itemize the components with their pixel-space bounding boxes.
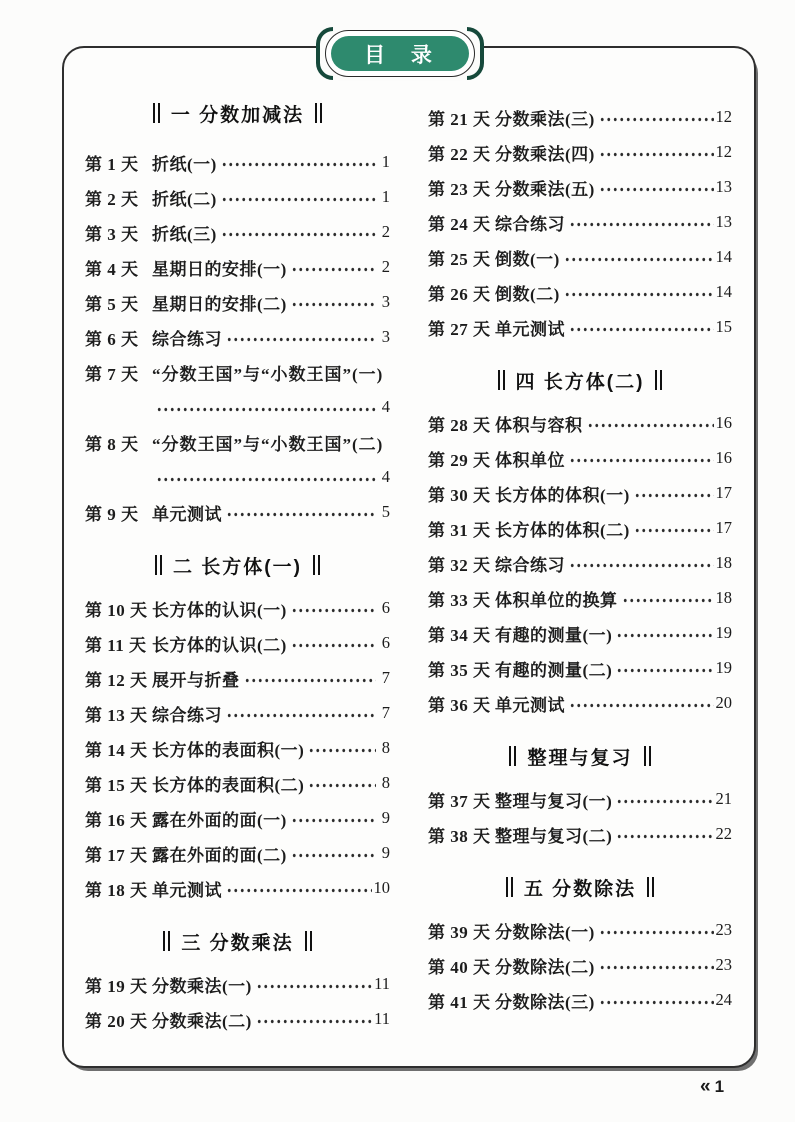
dot-leader bbox=[616, 623, 713, 643]
entry-page-number: 13 bbox=[715, 212, 732, 231]
entry-day-label: 第 17 天 bbox=[85, 845, 148, 865]
entry-title: 单元测试 bbox=[152, 880, 222, 900]
entry-title: 单元测试 bbox=[495, 319, 565, 339]
dot-leader bbox=[599, 142, 714, 162]
toc-entry bbox=[428, 623, 732, 643]
toc-entry bbox=[428, 413, 732, 433]
entry-title: 长方体的认识(二) bbox=[152, 635, 287, 655]
dot-leader bbox=[221, 152, 376, 172]
dot-leader bbox=[156, 467, 376, 487]
dot-leader bbox=[564, 247, 714, 267]
toc-entry bbox=[85, 152, 390, 172]
entry-title: 综合练习 bbox=[495, 555, 565, 575]
entry-day-label: 第 20 天 bbox=[85, 1011, 148, 1031]
entry-page-number: 23 bbox=[715, 955, 732, 974]
double-bar-icon bbox=[644, 746, 651, 766]
entry-title: 有趣的测量(一) bbox=[495, 625, 613, 645]
entry-title: 综合练习 bbox=[152, 705, 222, 725]
entry-day-label: 第 7 天 bbox=[85, 364, 139, 384]
double-bar-icon bbox=[498, 370, 505, 390]
entry-day-label: 第 11 天 bbox=[85, 635, 147, 655]
entry-day-label: 第 8 天 bbox=[85, 434, 139, 454]
entry-day-label: 第 30 天 bbox=[428, 485, 491, 505]
section-heading bbox=[85, 552, 390, 578]
entry-page-number: 21 bbox=[715, 789, 732, 808]
entry-page-number: 7 bbox=[381, 668, 390, 687]
toc-entry bbox=[428, 920, 732, 940]
entry-title: 展开与折叠 bbox=[152, 670, 240, 690]
toc-entry bbox=[85, 327, 390, 347]
entry-page-number: 13 bbox=[715, 177, 732, 196]
dot-leader bbox=[291, 843, 376, 863]
entry-title: 长方体的体积(一) bbox=[495, 485, 630, 505]
entry-title: “分数王国”与“小数王国”(二) bbox=[152, 434, 384, 454]
toc-entry bbox=[85, 1009, 390, 1029]
entry-page-number: 14 bbox=[715, 247, 732, 266]
entry-page-number: 19 bbox=[715, 623, 732, 642]
toc-column bbox=[428, 92, 732, 1025]
entry-page-number: 14 bbox=[715, 282, 732, 301]
entry-title: 折纸(三) bbox=[152, 224, 217, 244]
double-bar-icon bbox=[506, 877, 513, 897]
entry-title: 体积单位 bbox=[495, 450, 565, 470]
entry-day-label: 第 29 天 bbox=[428, 450, 491, 470]
entry-title: 倒数(二) bbox=[495, 284, 560, 304]
section-heading bbox=[428, 743, 732, 769]
entry-day-label: 第 40 天 bbox=[428, 957, 491, 977]
dot-leader bbox=[226, 327, 376, 347]
toc-entry bbox=[85, 808, 390, 828]
section-heading-label: 五 分数除法 bbox=[523, 878, 637, 900]
dot-leader bbox=[616, 789, 713, 809]
dot-leader bbox=[569, 448, 714, 468]
toc-entry bbox=[85, 187, 390, 207]
entry-page-number: 1 bbox=[381, 152, 390, 171]
toc-entry bbox=[428, 553, 732, 573]
entry-title: 综合练习 bbox=[495, 214, 565, 234]
entry-page-number: 12 bbox=[715, 107, 732, 126]
double-bar-icon bbox=[315, 103, 322, 123]
entry-page-number: 5 bbox=[381, 502, 390, 521]
entry-page-number: 9 bbox=[381, 808, 390, 827]
section-heading bbox=[85, 928, 390, 954]
entry-day-label: 第 41 天 bbox=[428, 992, 491, 1012]
double-bar-icon bbox=[647, 877, 654, 897]
entry-title: 星期日的安排(二) bbox=[152, 294, 287, 314]
entry-page-number: 18 bbox=[715, 588, 732, 607]
toc-entry bbox=[428, 107, 732, 127]
entry-day-label: 第 10 天 bbox=[85, 600, 148, 620]
entry-page-number: 8 bbox=[381, 773, 390, 792]
entry-day-label: 第 2 天 bbox=[85, 189, 139, 209]
toc-entry bbox=[428, 824, 732, 844]
dot-leader bbox=[616, 824, 713, 844]
entry-title: 倒数(一) bbox=[495, 249, 560, 269]
entry-page-number: 7 bbox=[381, 703, 390, 722]
entry-page-number: 1 bbox=[381, 187, 390, 206]
entry-page-number: 22 bbox=[715, 824, 732, 843]
entry-title: 综合练习 bbox=[152, 329, 222, 349]
toc-entry bbox=[428, 483, 732, 503]
entry-day-label: 第 4 天 bbox=[85, 259, 139, 279]
section-heading bbox=[428, 367, 732, 393]
entry-day-label: 第 22 天 bbox=[428, 144, 491, 164]
double-bar-icon bbox=[305, 931, 312, 951]
entry-title: 星期日的安排(一) bbox=[152, 259, 287, 279]
entry-day-label: 第 35 天 bbox=[428, 660, 491, 680]
double-bar-icon bbox=[509, 746, 516, 766]
entry-day-label: 第 18 天 bbox=[85, 880, 148, 900]
dot-leader bbox=[587, 413, 714, 433]
entry-day-label: 第 13 天 bbox=[85, 705, 148, 725]
toc-entry bbox=[85, 633, 390, 653]
dot-leader bbox=[291, 633, 376, 653]
toc-entry bbox=[85, 432, 390, 487]
entry-title: 单元测试 bbox=[495, 695, 565, 715]
dot-leader bbox=[308, 738, 376, 758]
entry-title: 分数乘法(五) bbox=[495, 179, 595, 199]
entry-page-number: 8 bbox=[381, 738, 390, 757]
entry-day-label: 第 12 天 bbox=[85, 670, 148, 690]
entry-title: 长方体的认识(一) bbox=[152, 600, 287, 620]
badge-outline bbox=[325, 30, 475, 77]
page-number-footer bbox=[700, 1076, 724, 1098]
dot-leader bbox=[156, 397, 376, 417]
entry-title: 整理与复习(二) bbox=[495, 826, 613, 846]
double-bar-icon bbox=[163, 931, 170, 951]
dot-leader bbox=[291, 257, 376, 277]
toc-entry-page-row bbox=[152, 397, 390, 417]
dot-leader bbox=[569, 693, 714, 713]
toc-entry-title-row bbox=[85, 362, 390, 382]
dot-leader bbox=[226, 878, 372, 898]
section-heading bbox=[428, 874, 732, 900]
dot-leader bbox=[291, 808, 376, 828]
toc-entry bbox=[428, 212, 732, 232]
entry-day-label: 第 6 天 bbox=[85, 329, 139, 349]
entry-page-number: 4 bbox=[381, 397, 390, 416]
toc-entry bbox=[428, 142, 732, 162]
entry-day-label: 第 16 天 bbox=[85, 810, 148, 830]
toc-entry bbox=[85, 773, 390, 793]
entry-day-label: 第 28 天 bbox=[428, 415, 491, 435]
toc-entry bbox=[85, 502, 390, 522]
toc-entry-page-row bbox=[152, 467, 390, 487]
entry-day-label: 第 14 天 bbox=[85, 740, 148, 760]
entry-day-label: 第 31 天 bbox=[428, 520, 491, 540]
entry-day-label: 第 26 天 bbox=[428, 284, 491, 304]
double-bar-icon bbox=[313, 555, 320, 575]
dot-leader bbox=[599, 177, 714, 197]
section-heading-label: 二 长方体(一) bbox=[173, 556, 302, 578]
toc-entry bbox=[428, 518, 732, 538]
entry-title: 体积与容积 bbox=[495, 415, 583, 435]
double-bar-icon bbox=[655, 370, 662, 390]
entry-day-label: 第 24 天 bbox=[428, 214, 491, 234]
toc-column bbox=[85, 92, 390, 1044]
toc-entry bbox=[428, 177, 732, 197]
toc-entry bbox=[85, 668, 390, 688]
double-bar-icon bbox=[155, 555, 162, 575]
dot-leader bbox=[599, 990, 714, 1010]
entry-page-number: 6 bbox=[381, 598, 390, 617]
entry-page-number: 17 bbox=[715, 483, 732, 502]
toc-entry bbox=[85, 878, 390, 898]
entry-day-label: 第 25 天 bbox=[428, 249, 491, 269]
entry-title: 长方体的表面积(一) bbox=[152, 740, 305, 760]
toc-entry bbox=[428, 448, 732, 468]
entry-title: 分数乘法(二) bbox=[152, 1011, 252, 1031]
entry-day-label: 第 21 天 bbox=[428, 109, 491, 129]
entry-page-number: 18 bbox=[715, 553, 732, 572]
section-heading-label: 四 长方体(二) bbox=[515, 371, 645, 393]
entry-page-number: 2 bbox=[381, 257, 390, 276]
dot-leader bbox=[599, 920, 714, 940]
toc-entry bbox=[428, 789, 732, 809]
dot-leader bbox=[256, 1009, 372, 1029]
dot-leader bbox=[569, 212, 714, 232]
footer-page-number: 1 bbox=[714, 1077, 725, 1096]
toc-entry bbox=[428, 317, 732, 337]
dot-leader bbox=[569, 553, 714, 573]
toc-entry bbox=[428, 588, 732, 608]
toc-entry bbox=[428, 990, 732, 1010]
toc-entry bbox=[85, 598, 390, 618]
toc-title-badge bbox=[316, 26, 484, 81]
toc-entry bbox=[85, 738, 390, 758]
entry-title: 折纸(二) bbox=[152, 189, 217, 209]
entry-page-number: 17 bbox=[715, 518, 732, 537]
section-heading-label: 三 分数乘法 bbox=[181, 932, 294, 954]
dot-leader bbox=[308, 773, 376, 793]
entry-day-label: 第 32 天 bbox=[428, 555, 491, 575]
entry-title: 单元测试 bbox=[152, 504, 222, 524]
dot-leader bbox=[226, 502, 376, 522]
dot-leader bbox=[226, 703, 376, 723]
dot-leader bbox=[616, 658, 713, 678]
entry-page-number: 2 bbox=[381, 222, 390, 241]
toc-entry bbox=[85, 974, 390, 994]
toc-entry-title-row bbox=[85, 432, 390, 452]
entry-day-label: 第 27 天 bbox=[428, 319, 491, 339]
entry-page-number: 3 bbox=[381, 327, 390, 346]
entry-day-label: 第 34 天 bbox=[428, 625, 491, 645]
entry-day-label: 第 3 天 bbox=[85, 224, 139, 244]
double-bar-icon bbox=[153, 103, 160, 123]
entry-title: 长方体的体积(二) bbox=[495, 520, 630, 540]
dot-leader bbox=[599, 955, 714, 975]
entry-day-label: 第 9 天 bbox=[85, 504, 139, 524]
entry-page-number: 9 bbox=[381, 843, 390, 862]
dot-leader bbox=[221, 187, 376, 207]
entry-page-number: 12 bbox=[715, 142, 732, 161]
toc-entry bbox=[85, 222, 390, 242]
entry-page-number: 3 bbox=[381, 292, 390, 311]
section-heading-label: 一 分数加减法 bbox=[170, 104, 305, 126]
entry-title: 分数乘法(三) bbox=[495, 109, 595, 129]
entry-page-number: 4 bbox=[381, 467, 390, 486]
dot-leader bbox=[256, 974, 372, 994]
entry-page-number: 19 bbox=[715, 658, 732, 677]
page-title: 目 录 bbox=[331, 36, 469, 71]
dot-leader bbox=[569, 317, 714, 337]
entry-page-number: 10 bbox=[373, 878, 390, 897]
entry-day-label: 第 37 天 bbox=[428, 791, 491, 811]
entry-day-label: 第 15 天 bbox=[85, 775, 148, 795]
entry-day-label: 第 36 天 bbox=[428, 695, 491, 715]
toc-entry bbox=[85, 257, 390, 277]
entry-title: 分数除法(一) bbox=[495, 922, 595, 942]
dot-leader bbox=[291, 598, 376, 618]
entry-day-label: 第 1 天 bbox=[85, 154, 139, 174]
guillemet-icon: « bbox=[700, 1076, 709, 1097]
dot-leader bbox=[564, 282, 714, 302]
entry-page-number: 11 bbox=[374, 1009, 390, 1028]
toc-entry bbox=[85, 292, 390, 312]
entry-page-number: 16 bbox=[715, 448, 732, 467]
dot-leader bbox=[622, 588, 714, 608]
section-heading bbox=[85, 100, 390, 126]
entry-day-label: 第 19 天 bbox=[85, 976, 148, 996]
entry-title: 露在外面的面(一) bbox=[152, 810, 287, 830]
entry-day-label: 第 39 天 bbox=[428, 922, 491, 942]
entry-page-number: 24 bbox=[715, 990, 732, 1009]
dot-leader bbox=[221, 222, 376, 242]
entry-title: “分数王国”与“小数王国”(一) bbox=[152, 364, 384, 384]
entry-page-number: 15 bbox=[715, 317, 732, 336]
dot-leader bbox=[244, 668, 377, 688]
entry-title: 折纸(一) bbox=[152, 154, 217, 174]
toc-entry bbox=[85, 362, 390, 417]
dot-leader bbox=[634, 483, 714, 503]
entry-page-number: 23 bbox=[715, 920, 732, 939]
entry-title: 有趣的测量(二) bbox=[495, 660, 613, 680]
toc-entry bbox=[428, 247, 732, 267]
entry-day-label: 第 33 天 bbox=[428, 590, 491, 610]
toc-entry bbox=[85, 703, 390, 723]
section-heading-label: 整理与复习 bbox=[527, 747, 633, 769]
entry-title: 分数除法(二) bbox=[495, 957, 595, 977]
entry-title: 长方体的表面积(二) bbox=[152, 775, 305, 795]
entry-title: 露在外面的面(二) bbox=[152, 845, 287, 865]
entry-title: 分数除法(三) bbox=[495, 992, 595, 1012]
toc-entry bbox=[428, 693, 732, 713]
toc-entry bbox=[85, 843, 390, 863]
entry-title: 分数乘法(四) bbox=[495, 144, 595, 164]
entry-day-label: 第 5 天 bbox=[85, 294, 139, 314]
entry-title: 分数乘法(一) bbox=[152, 976, 252, 996]
toc-entry bbox=[428, 955, 732, 975]
entry-page-number: 6 bbox=[381, 633, 390, 652]
toc-entry bbox=[428, 658, 732, 678]
toc-entry bbox=[428, 282, 732, 302]
entry-page-number: 20 bbox=[715, 693, 732, 712]
entry-title: 整理与复习(一) bbox=[495, 791, 613, 811]
dot-leader bbox=[599, 107, 714, 127]
entry-day-label: 第 23 天 bbox=[428, 179, 491, 199]
entry-page-number: 11 bbox=[374, 974, 390, 993]
dot-leader bbox=[291, 292, 376, 312]
entry-day-label: 第 38 天 bbox=[428, 826, 491, 846]
dot-leader bbox=[634, 518, 714, 538]
entry-title: 体积单位的换算 bbox=[495, 590, 618, 610]
entry-page-number: 16 bbox=[715, 413, 732, 432]
